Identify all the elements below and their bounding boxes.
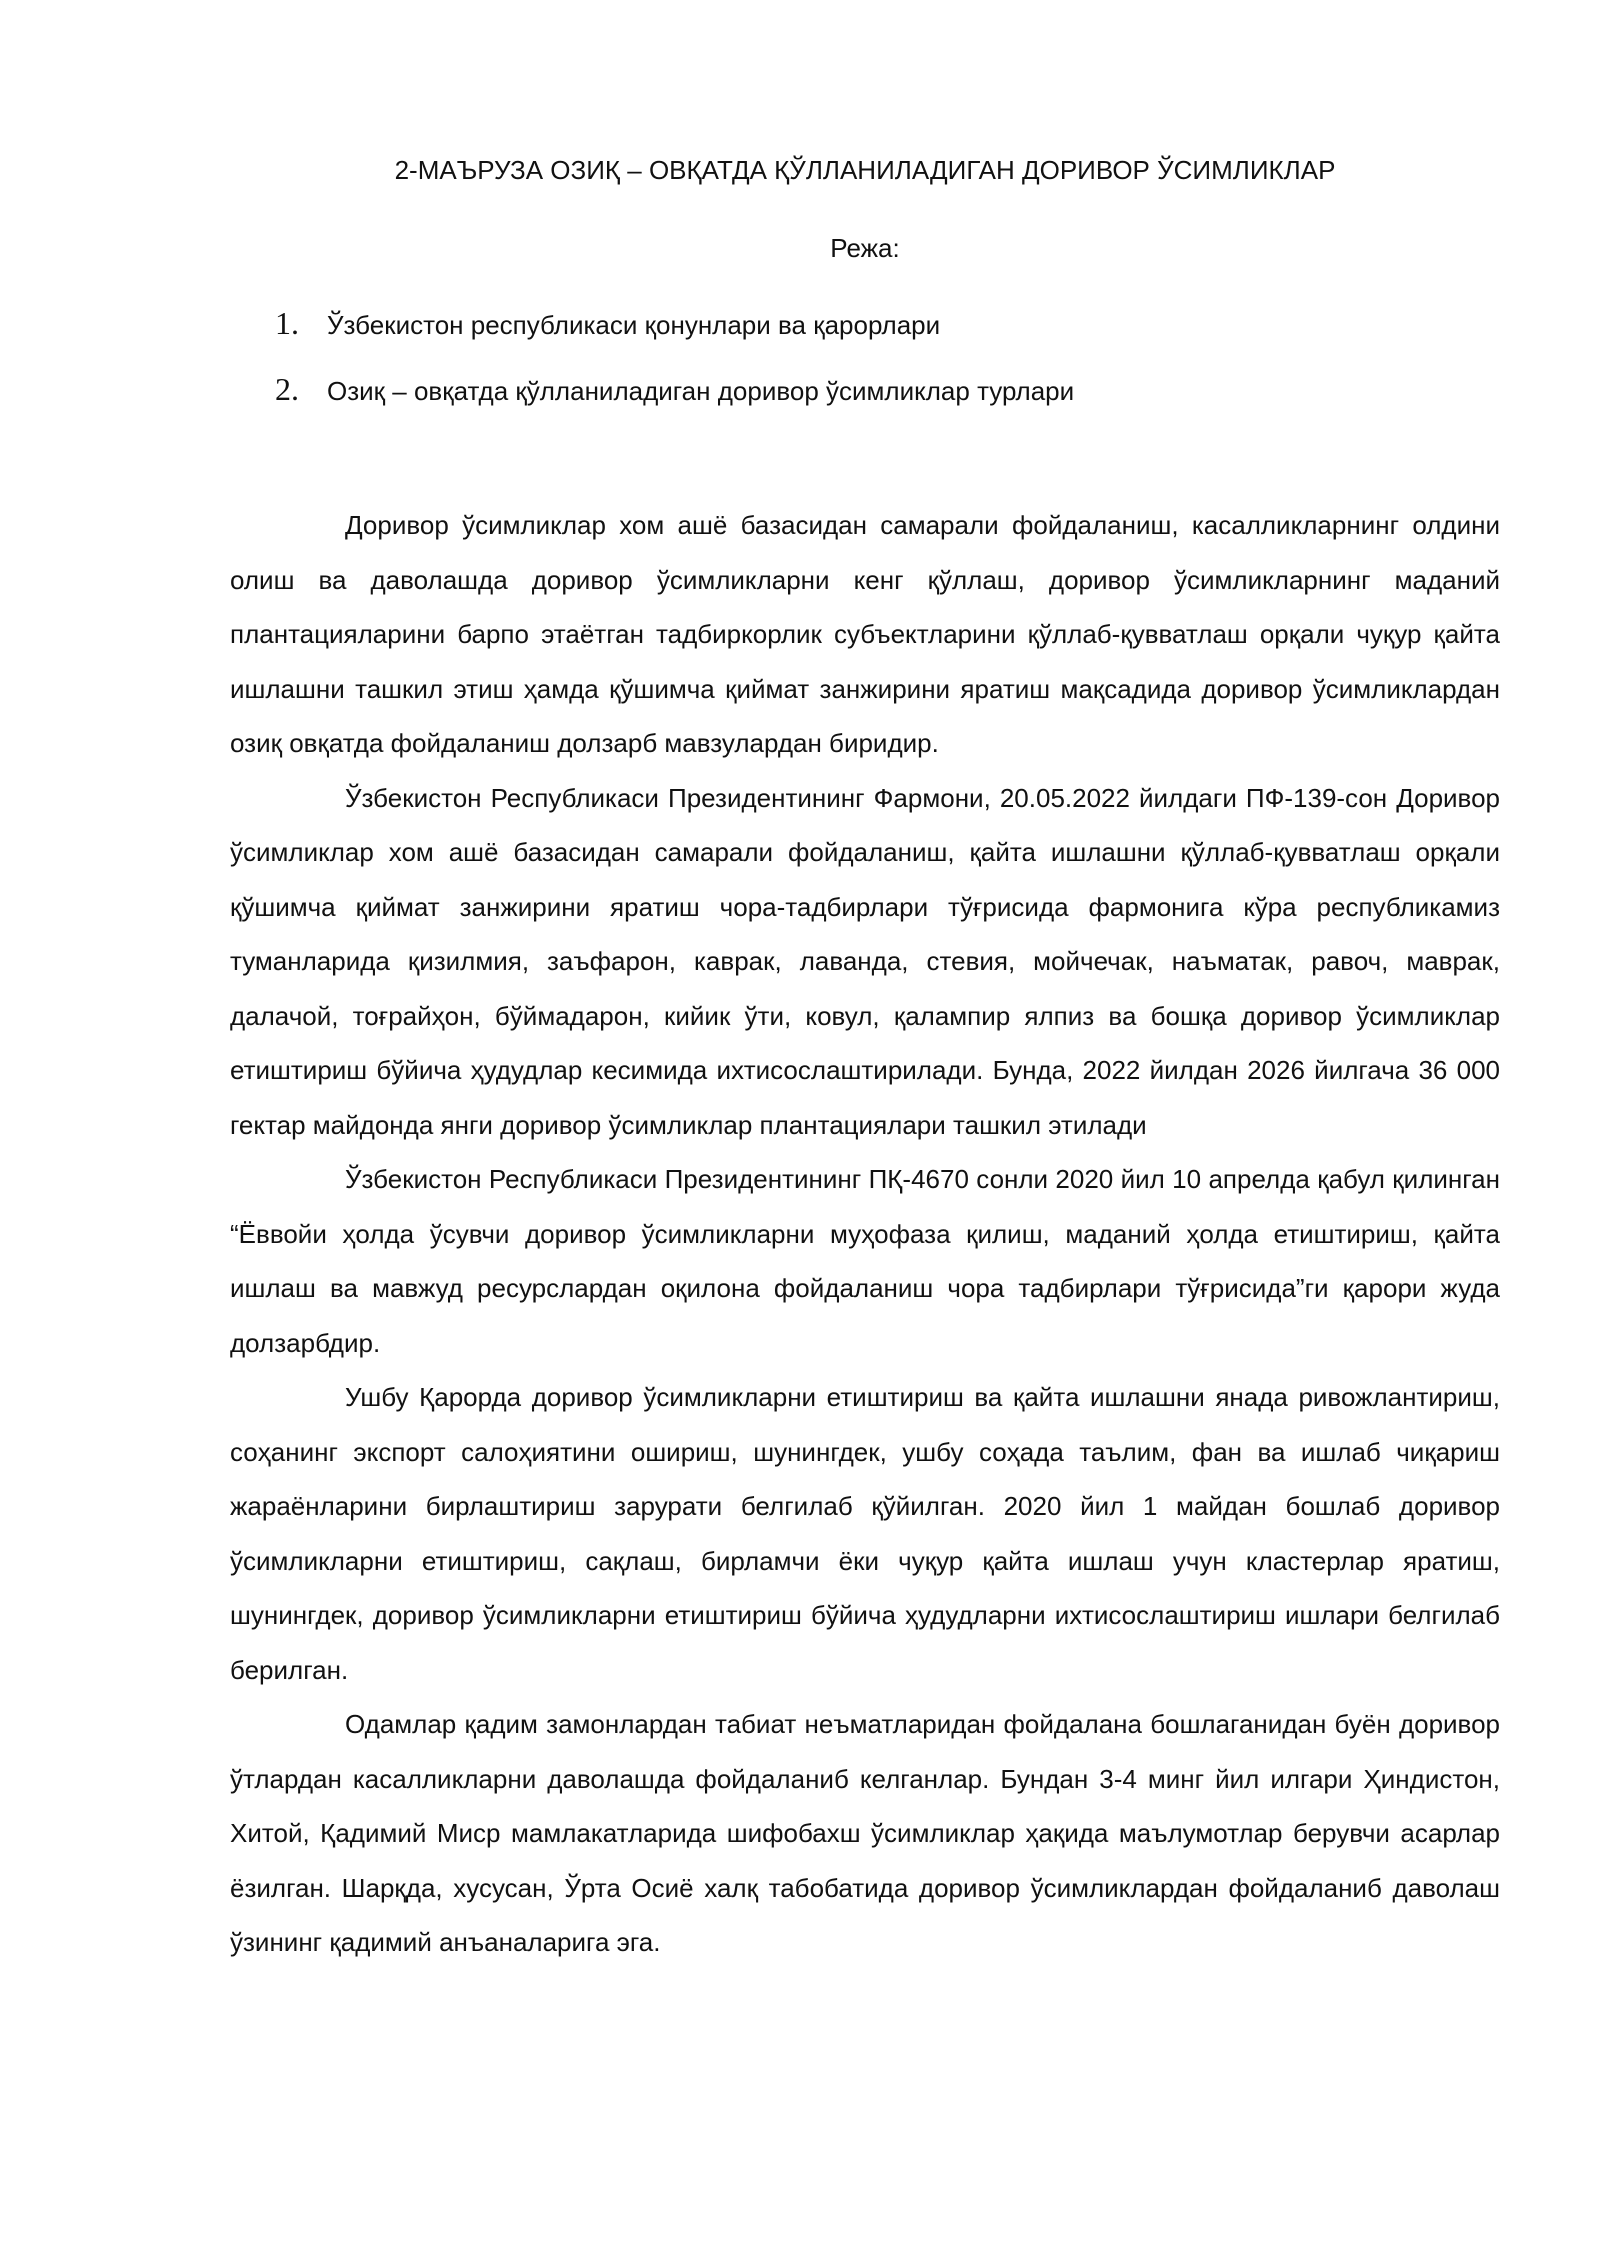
paragraph: Доривор ўсимликлар хом ашё базасидан самарали фойдаланиш, касалликларнинг олдини олиш ва даволашда доривор ўсимликларни кенг қўллаш, доривор ўсимликларнинг маданий плантацияларини барпо этаётган тадбиркорлик субъектларини қўллаб-қувватлаш орқали чуқур қайта ишлашни ташкил этиш ҳамда қўшимча қиймат занжирини яратиш мақсадида доривор ўсимликлардан озиқ овқатда фойдаланиш долзарб мавзулардан биридир. (230, 510, 1500, 758)
body-text (230, 498, 1500, 1970)
plan-item (275, 371, 1074, 437)
plan-item-number: 1. (275, 305, 299, 341)
document-title: 2-МАЪРУЗА ОЗИҚ – ОВҚАТДА ҚЎЛЛАНИЛАДИГАН ДОРИВОР ЎСИМЛИКЛАР (394, 155, 1336, 185)
paragraph: Одамлар қадим замонлардан табиат неъматларидан фойдалана бошлаганидан буён доривор ўтлардан касалликларни даволашда фойдаланиб келганлар. Бундан 3-4 минг йил илгари Ҳиндистон, Хитой, Қадимий Миср мамлакатларида шифобахш ўсимликлар ҳақида маълумотлар берувчи асарлар ёзилган. Шарқда, хусусан, Ўрта Осиё халқ табобатида доривор ўсимликлардан фойдаланиб даволаш ўзининг қадимий анъаналарига эга. (230, 1709, 1500, 1957)
plan-item-text: Озиқ – овқатда қўлланиладиган доривор ўсимликлар турлари (327, 376, 1075, 406)
plan-heading: Режа: (830, 233, 900, 263)
plan-item-text: Ўзбекистон республикаси қонунлари ва қарорлари (327, 310, 941, 340)
plan-item (275, 305, 1074, 371)
paragraph: Ўзбекистон Республикаси Президентининг Фармони, 20.05.2022 йилдаги ПФ-139-сон Доривор ўсимликлар хом ашё базасидан самарали фойдаланиш, қайта ишлашни қўллаб-қувватлаш орқали қўшимча қиймат занжирини яратиш чора-тадбирлари тўғрисида фармонига кўра республикамиз туманларида қизилмия, заъфарон, каврак, лаванда, стевия, мойчечак, наъматак, равоч, маврак, далачой, тоғрайҳон, бўймадарон, кийик ўти, ковул, қалампир ялпиз ва бошқа доривор ўсимликлар етиштириш бўйича ҳудудлар кесимида ихтисослаштирилади. Бунда, 2022 йилдан 2026 йилгача 36 000 гектар майдонда янги доривор ўсимликлар плантациялари ташкил этилади (230, 782, 1500, 1140)
plan-item-number: 2. (275, 371, 299, 407)
paragraph: Ўзбекистон Республикаси Президентининг ПҚ-4670 сонли 2020 йил 10 апрелда қабул қилинган “Ёввойи ҳолда ўсувчи доривор ўсимликларни муҳофаза қилиш, маданий ҳолда етиштириш, қайта ишлаш ва мавжуд ресурслардан оқилона фойдаланиш чора тадбирлари тўғрисида”ги қарори жуда долзарбдир. (230, 1164, 1500, 1358)
plan-list (275, 305, 1074, 437)
paragraph: Ушбу Қарорда доривор ўсимликларни етиштириш ва қайта ишлашни янада ривожлантириш, соҳанинг экспорт салоҳиятини ошириш, шунингдек, ушбу соҳада таълим, фан ва ишлаб чиқариш жараёнларини бирлаштириш зарурати белгилаб қўйилган. 2020 йил 1 майдан бошлаб доривор ўсимликларни етиштириш, сақлаш, бирламчи ёки чуқур қайта ишлаш учун кластерлар яратиш, шунингдек, доривор ўсимликларни етиштириш бўйича ҳудудларни ихтисослаштириш ишлари белгилаб берилган. (230, 1382, 1500, 1685)
